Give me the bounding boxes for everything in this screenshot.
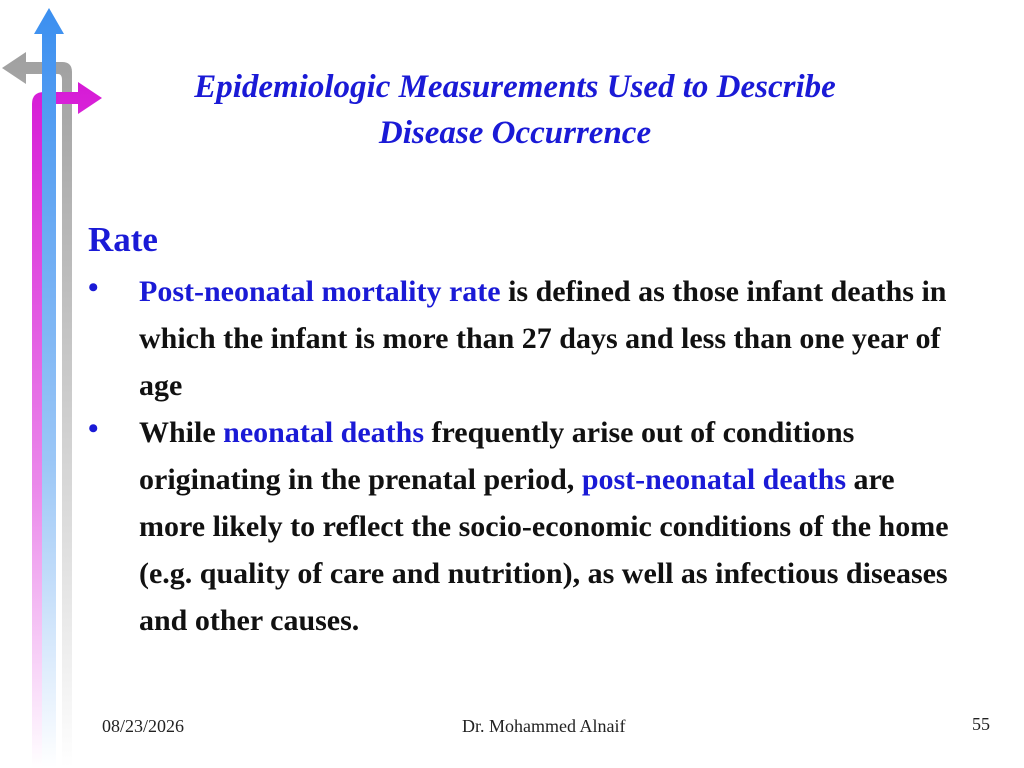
footer-author: Dr. Mohammed Alnaif bbox=[462, 716, 626, 736]
bullet-text: are more likely to reflect the socio-economic conditions of the home (e.g. quality of care and nutrition), as well as infectious diseases and other causes. bbox=[139, 463, 949, 637]
bullet-text: frequently arise out of conditions originating in the prenatal period, bbox=[139, 416, 855, 496]
bullet-text: is defined as those infant deaths in which the infant is more than 27 days and less than one year of age bbox=[139, 275, 947, 402]
bullet-dot-icon: • bbox=[88, 412, 99, 445]
bullet-item-neonatal-deaths bbox=[88, 409, 968, 644]
page-number: 55 bbox=[972, 714, 990, 734]
footer-date: 08/23/2026 bbox=[102, 716, 185, 736]
term-post-neonatal-mortality-rate: Post-neonatal mortality rate bbox=[139, 275, 501, 308]
term-neonatal-deaths: neonatal deaths bbox=[223, 416, 425, 449]
bullet-item-post-neonatal-rate bbox=[88, 268, 968, 409]
slide-title bbox=[110, 64, 920, 156]
section-heading: Rate bbox=[88, 220, 158, 259]
bullet-list bbox=[88, 268, 968, 644]
term-post-neonatal-deaths: post-neonatal deaths bbox=[581, 463, 847, 496]
bullet-text: While bbox=[139, 416, 224, 449]
title-line-1: Epidemiologic Measurements Used to Describe bbox=[194, 69, 836, 105]
bullet-dot-icon: • bbox=[88, 271, 99, 304]
title-line-2: Disease Occurrence bbox=[378, 115, 652, 151]
